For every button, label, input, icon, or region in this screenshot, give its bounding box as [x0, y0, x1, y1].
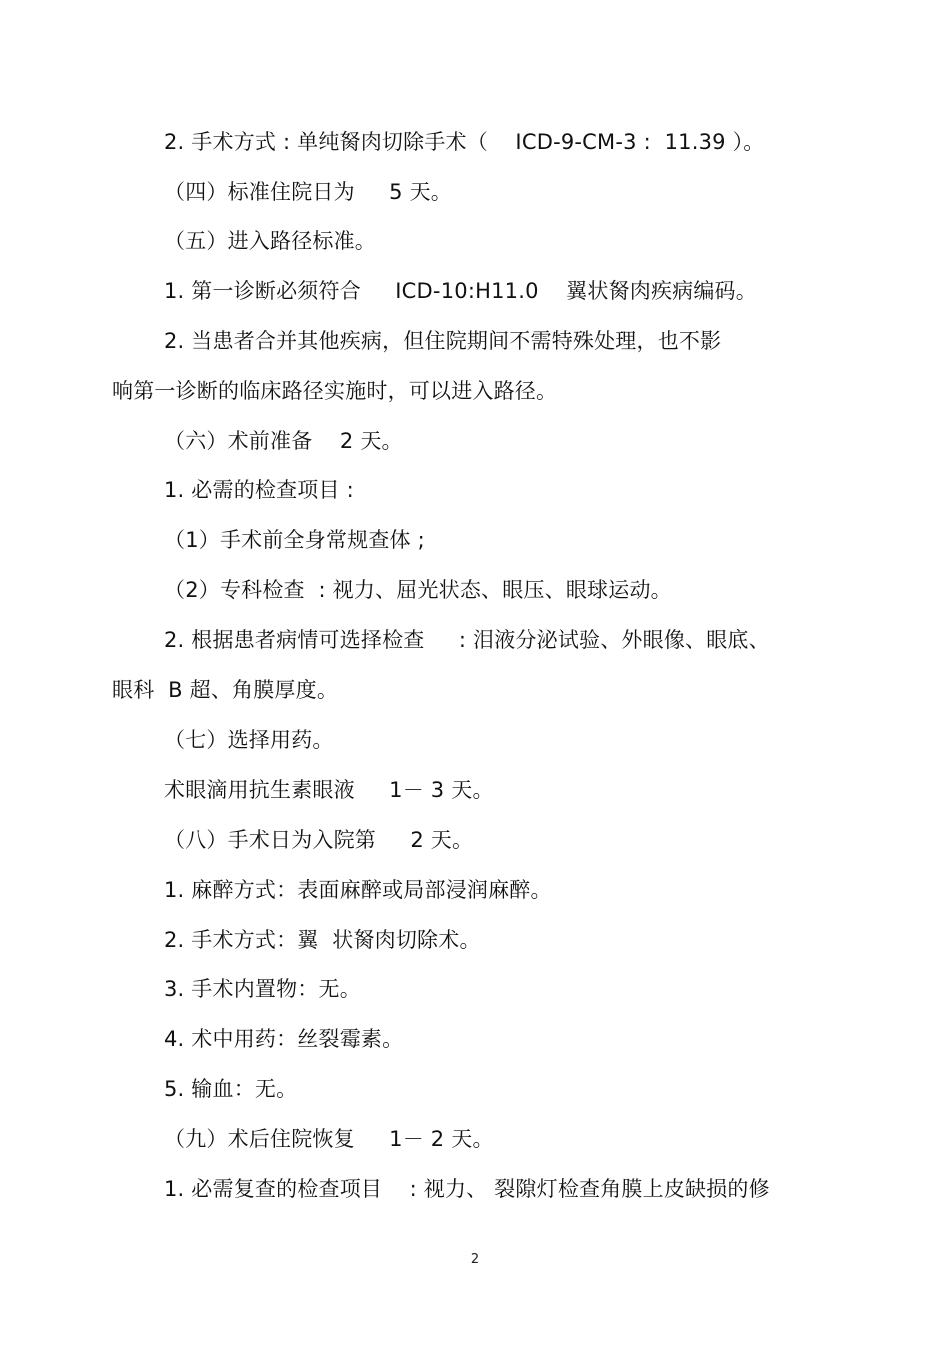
text-line: 2. 手术方式：翼 状胬肉切除术。: [164, 928, 481, 952]
text-line: 1. 麻醉方式：表面麻醉或局部浸润麻醉。: [164, 878, 552, 902]
section-heading: （八）手术日为入院第 2 天。: [164, 828, 474, 852]
section-heading: （七）选择用药。: [164, 728, 334, 752]
text-line: 3. 手术内置物：无。: [164, 977, 361, 1001]
text-line: 2. 当患者合并其他疾病，但住院期间不需特殊处理，也不影: [164, 329, 722, 353]
text-line: 1. 第一诊断必须符合 ICD-10:H11.0 翼状胬肉疾病编码。: [164, 279, 757, 303]
section-heading: （五）进入路径标准。: [164, 229, 376, 253]
text-line: 2. 根据患者病情可选择检查 : 泪液分泌试验、外眼像、眼底、: [164, 628, 770, 652]
text-line: （1）手术前全身常规查体 ;: [164, 528, 425, 552]
section-heading: （九）术后住院恢复 1－ 2 天。: [164, 1127, 494, 1151]
text-line: 1. 必需的检查项目 :: [164, 478, 354, 502]
text-line: （2）专科检查 : 视力、屈光状态、眼压、眼球运动。: [164, 578, 672, 602]
text-line: 5. 输血：无。: [164, 1077, 298, 1101]
section-heading: （四）标准住院日为 5 天。: [164, 180, 453, 204]
text-line: 术眼滴用抗生素眼液 1－ 3 天。: [164, 778, 494, 802]
text-line: 眼科 B 超、角膜厚度。: [112, 678, 339, 702]
text-line: 2. 手术方式 : 单纯胬肉切除手术（ ICD-9-CM-3 : 11.39 ）。: [164, 130, 765, 154]
text-line: 响第一诊断的临床路径实施时，可以进入路径。: [112, 379, 558, 403]
text-line: 1. 必需复查的检查项目 : 视力、 裂隙灯检查角膜上皮缺损的修: [164, 1177, 770, 1201]
page-number: 2: [470, 1252, 480, 1267]
section-heading: （六）术前准备 2 天。: [164, 429, 403, 453]
text-line: 4. 术中用药：丝裂霉素。: [164, 1027, 404, 1051]
